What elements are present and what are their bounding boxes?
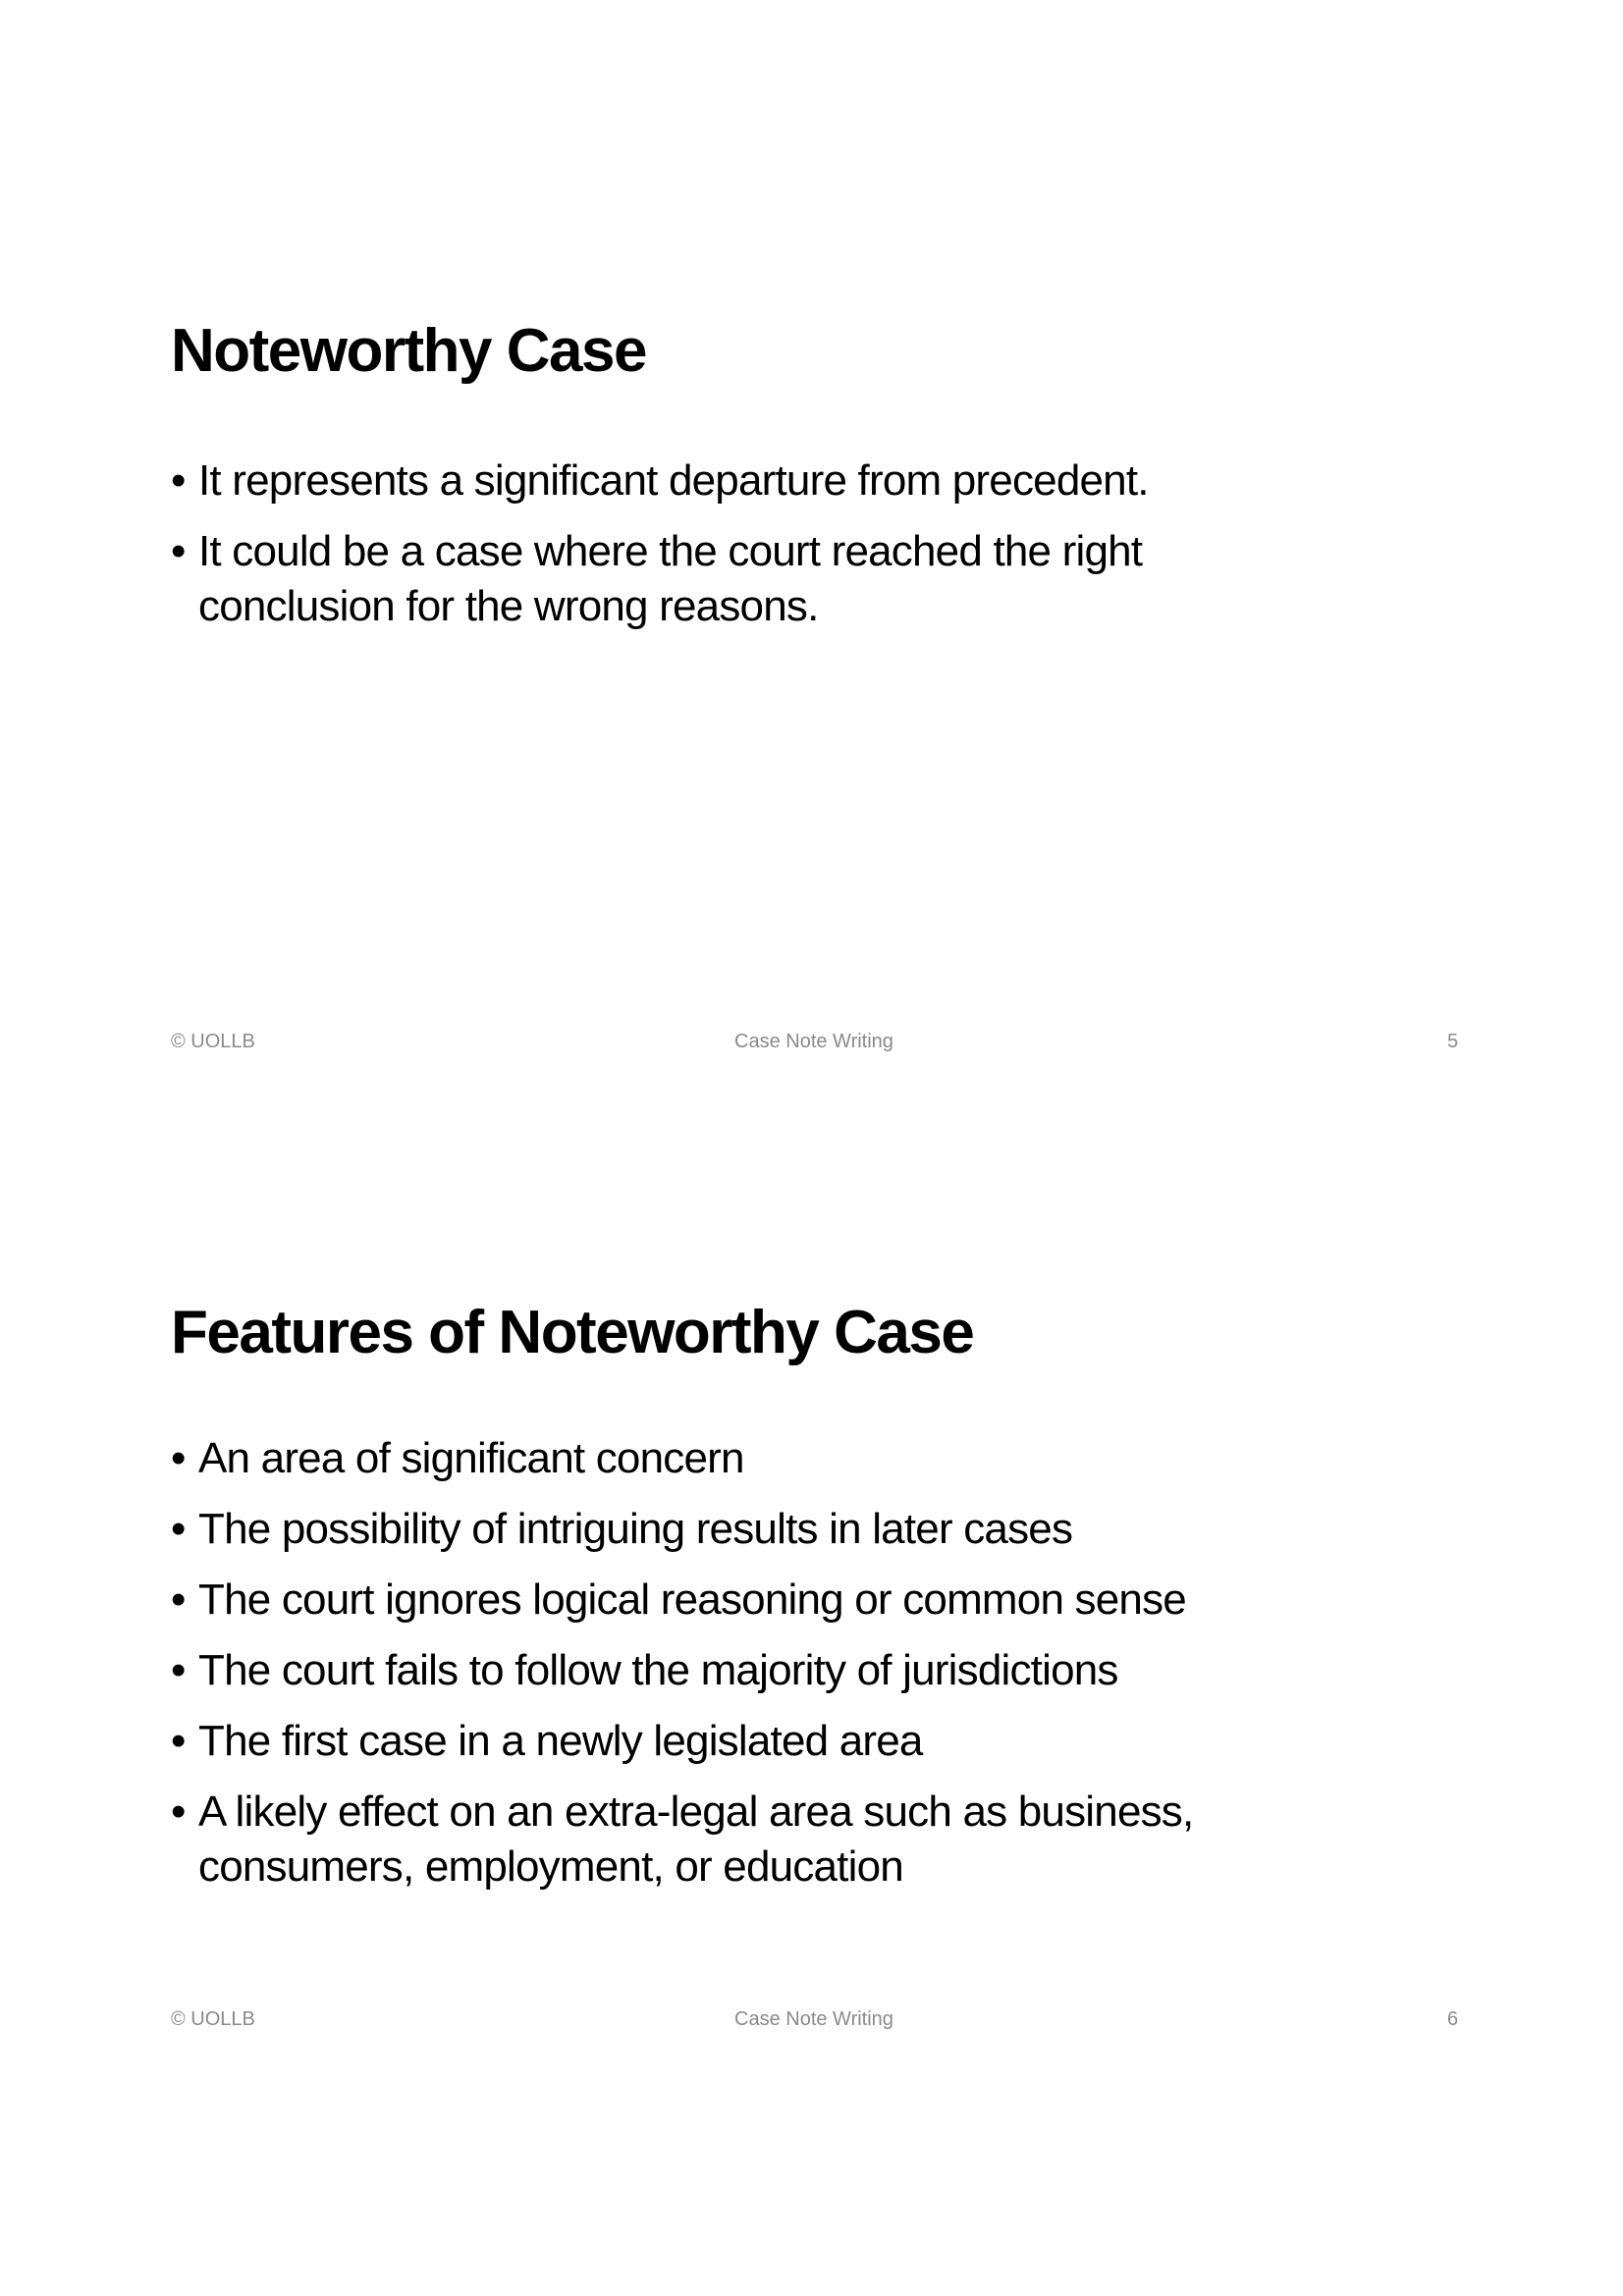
footer-title: Case Note Writing <box>734 2008 893 2030</box>
bullet-item <box>171 524 1349 634</box>
bullet-icon: • <box>171 527 186 575</box>
slide-title: Features of Noteworthy Case <box>171 1299 974 1366</box>
bullet-item <box>171 1431 1349 1486</box>
bullet-text: The possibility of intriguing results in later cases <box>198 1505 1073 1553</box>
bullet-item <box>171 1573 1349 1628</box>
bullet-icon: • <box>171 1505 186 1553</box>
bullet-text: The court ignores logical reasoning or common sense <box>198 1575 1186 1624</box>
bullet-icon: • <box>171 1434 186 1482</box>
bullet-text: It represents a significant departure from precedent. <box>198 456 1149 505</box>
bullet-item <box>171 1643 1349 1698</box>
bullet-text: A likely effect on an extra-legal area such as business, consumers, employment, or education <box>198 1788 1194 1891</box>
page-number: 5 <box>1447 1031 1459 1052</box>
bullet-text: The first case in a newly legislated area <box>198 1717 923 1765</box>
slide-title: Noteworthy Case <box>171 317 646 385</box>
footer-copyright: © UOLLB <box>171 2008 255 2030</box>
bullet-list <box>171 454 1349 650</box>
bullet-icon: • <box>171 1646 186 1694</box>
bullet-list <box>171 1431 1349 1910</box>
page-number: 6 <box>1447 2008 1459 2030</box>
bullet-icon: • <box>171 456 186 505</box>
bullet-icon: • <box>171 1717 186 1765</box>
bullet-text: It could be a case where the court reached the right conclusion for the wrong reasons. <box>198 527 1143 630</box>
bullet-text: The court fails to follow the majority of jurisdictions <box>198 1646 1118 1694</box>
footer-copyright: © UOLLB <box>171 1031 255 1052</box>
bullet-icon: • <box>171 1788 186 1836</box>
bullet-item <box>171 454 1349 508</box>
bullet-icon: • <box>171 1575 186 1624</box>
bullet-item <box>171 1714 1349 1769</box>
bullet-item <box>171 1502 1349 1557</box>
bullet-text: An area of significant concern <box>198 1434 744 1482</box>
bullet-item <box>171 1785 1349 1895</box>
footer-title: Case Note Writing <box>734 1031 893 1052</box>
slide-6 <box>0 1148 1623 2296</box>
